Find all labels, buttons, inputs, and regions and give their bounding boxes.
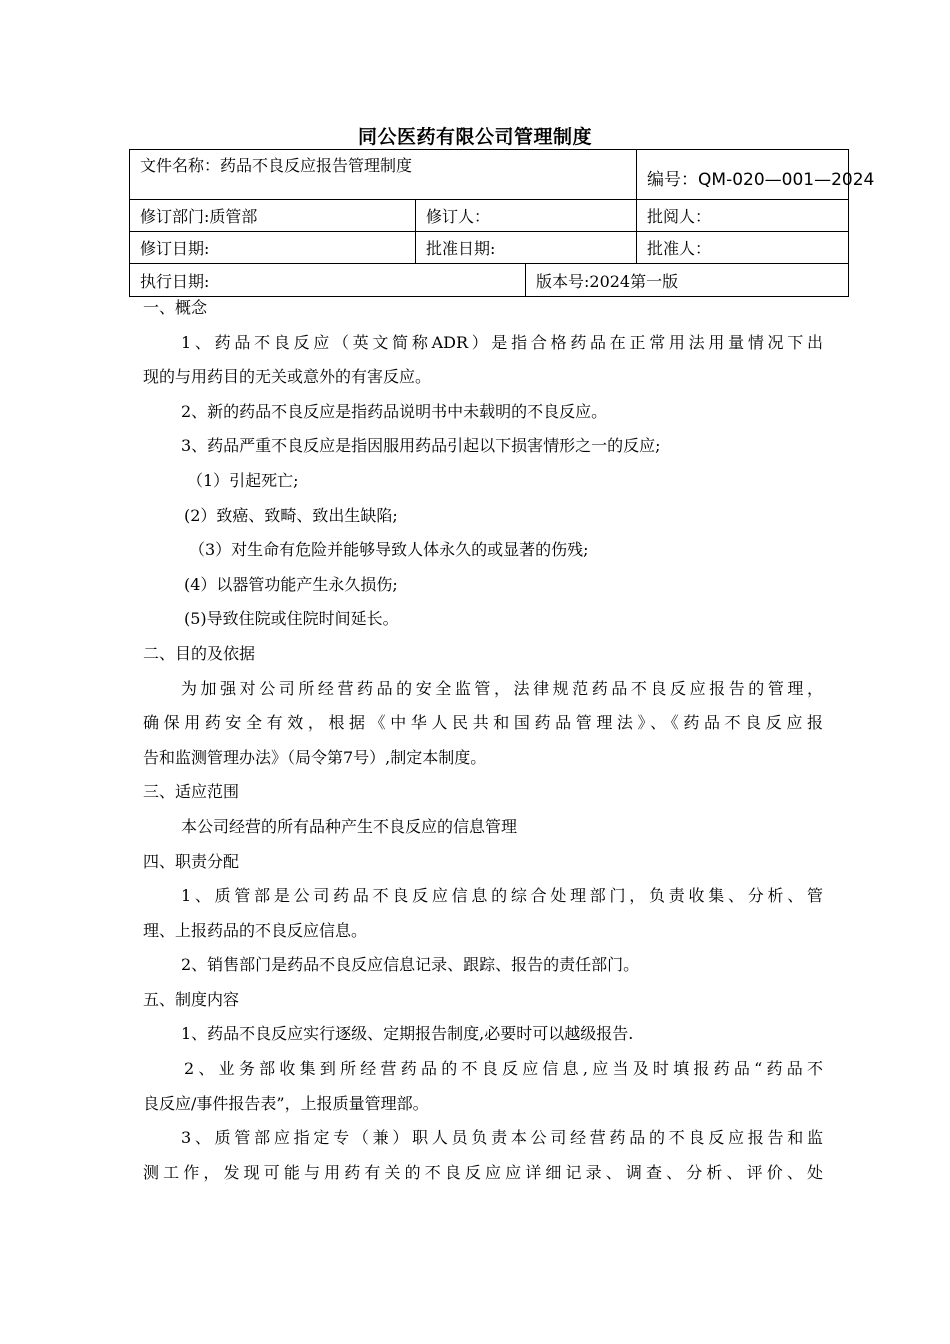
paragraph-line: 测工作，发现可能与用药有关的不良反应应详细记录、调查、分析、评价、处 [143,1162,823,1182]
revise-date-cell: 修订日期: [130,232,416,264]
reviewer-cell: 批阅人： [637,200,849,232]
list-item: (5)导致住院或住院时间延长。 [184,609,399,629]
approver-cell: 批准人： [637,232,849,264]
approve-date-cell: 批准日期: [416,232,637,264]
document-code-cell: 编号：QM-020—001—2024 [637,150,849,200]
paragraph-line: 为加强对公司所经营药品的安全监管，法律规范药品不良反应报告的管理， [181,678,823,698]
paragraph-line: 2、销售部门是药品不良反应信息记录、跟踪、报告的责任部门。 [181,955,640,975]
paragraph-line: 良反应/事件报告表”，上报质量管理部。 [143,1093,429,1113]
paragraph-line: 3、药品严重不良反应是指因服用药品引起以下损害情形之一的反应; [181,436,661,456]
section-heading-content: 五、制度内容 [143,989,240,1009]
list-item: （3）对生命有危险并能够导致人体永久的或显著的伤残; [189,540,589,560]
paragraph-line: 1、药品不良反应实行逐级、定期报告制度,必要时可以越级报告. [181,1024,634,1044]
paragraph-line: 本公司经营的所有品种产生不良反应的信息管理 [181,816,518,836]
paragraph-line: 现的与用药目的无关或意外的有害反应。 [143,367,432,387]
header-info-table [129,149,875,297]
exec-date-cell: 执行日期: [130,264,526,297]
revise-dept-cell: 修订部门:质管部 [130,200,416,232]
version-cell: 版本号:2024第一版 [526,264,849,297]
file-name-cell: 文件名称：药品不良反应报告管理制度 [130,150,637,200]
section-heading-purpose: 二、目的及依据 [143,643,256,663]
paragraph-line: 2、业务部收集到所经营药品的不良反应信息,应当及时填报药品“药品不 [184,1059,823,1079]
section-heading-responsibility: 四、职责分配 [143,851,240,871]
paragraph-line: 理、上报药品的不良反应信息。 [143,920,368,940]
list-item: (2）致癌、致畸、致出生缺陷; [184,505,398,525]
paragraph-line: 2、新的药品不良反应是指药品说明书中未载明的不良反应。 [181,401,608,421]
paragraph-line: 1、质管部是公司药品不良反应信息的综合处理部门，负责收集、分析、管 [181,886,823,906]
list-item: （1）引起死亡; [187,470,299,490]
document-body [143,291,823,1190]
paragraph-line: 1、药品不良反应（英文简称ADR）是指合格药品在正常用法用量情况下出 [181,332,823,352]
reviser-cell: 修订人： [416,200,637,232]
paragraph-line: 告和监测管理办法》（局令第7号）,制定本制度。 [143,747,487,767]
document-title: 同公医药有限公司管理制度 [357,126,592,148]
paragraph-line: 确保用药安全有效，根据《中华人民共和国药品管理法》、《药品不良反应报 [143,713,823,733]
list-item: (4）以器管功能产生永久损伤; [184,574,398,594]
paragraph-line: 3、质管部应指定专（兼）职人员负责本公司经营药品的不良反应报告和监 [181,1128,823,1148]
section-heading-concept: 一、概念 [143,298,208,317]
section-heading-scope: 三、适应范围 [143,782,240,802]
